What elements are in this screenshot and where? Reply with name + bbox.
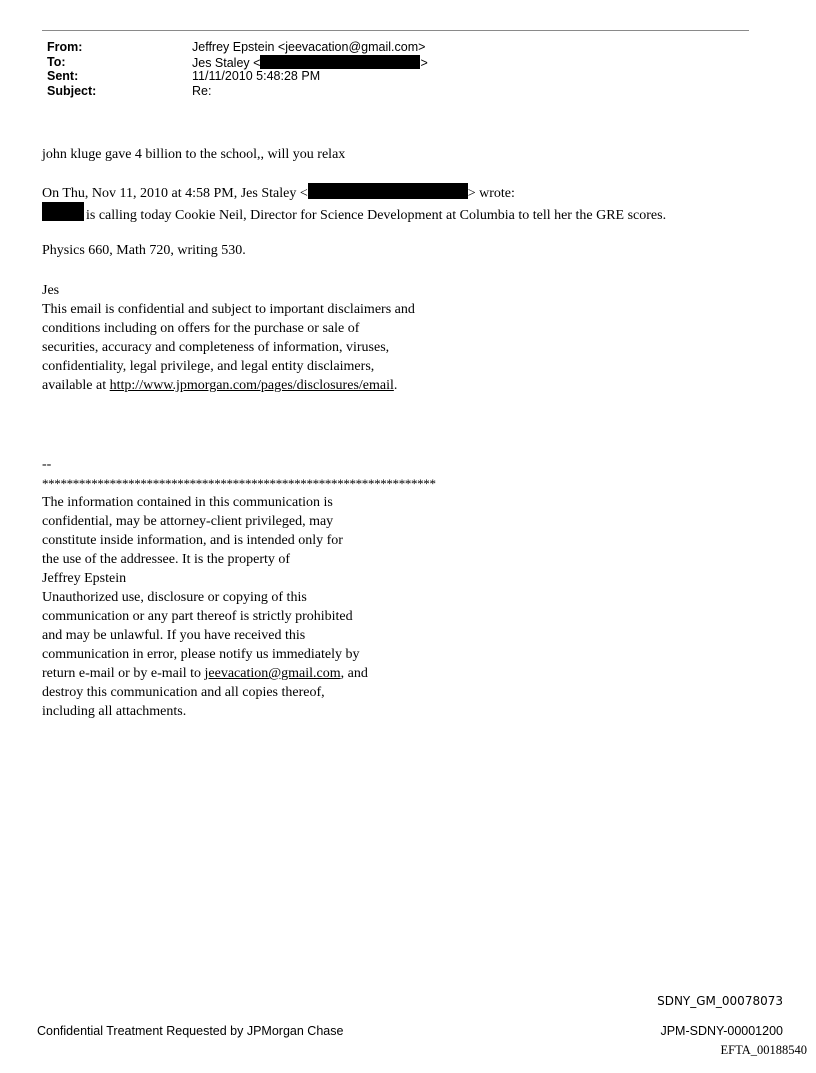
signoff: Jes	[42, 283, 60, 298]
notice-email-suffix: , and	[340, 666, 368, 681]
quote-intro	[42, 183, 515, 203]
reply-text: john kluge gave 4 billion to the school,, will you relax	[42, 147, 346, 162]
notice-line: the use of the addressee. It is the property of	[42, 552, 291, 567]
disclaimer-period: .	[393, 378, 398, 393]
sent-value: 11/11/2010 5:48:28 PM	[192, 69, 321, 83]
subject-value: Re:	[192, 83, 212, 98]
scores-line: Physics 660, Math 720, writing 530.	[42, 243, 246, 258]
to-value	[192, 55, 428, 71]
bates-sdny: SDNY_GM_00078073	[657, 994, 783, 1008]
notice-line: Jeffrey Epstein	[42, 571, 127, 586]
bates-efta: EFTA_00188540	[720, 1043, 807, 1057]
notice-line: constitute inside information, and is intended only for	[42, 533, 343, 548]
header-divider	[42, 30, 749, 31]
disclaimer-available-at: available at	[42, 378, 110, 393]
quote-intro-prefix: On Thu, Nov 11, 2010 at 4:58 PM, Jes Staley <	[42, 186, 308, 201]
from-value: Jeffrey Epstein <jeevacation@gmail.com>	[192, 40, 426, 54]
quote-intro-suffix: > wrote:	[467, 186, 515, 201]
from-label: From:	[47, 40, 83, 54]
quote-line-text: is calling today Cookie Neil, Director for Science Development at Columbia to tell her the GRE scores.	[86, 208, 667, 223]
redaction-box	[260, 55, 420, 69]
disclaimer-line: conditions including on offers for the purchase or sale of	[42, 321, 360, 336]
redaction-box	[42, 202, 84, 221]
notice-line: including all attachments.	[42, 704, 187, 719]
notice-email-prefix: return e-mail or by e-mail to	[42, 666, 205, 681]
to-suffix: >	[420, 55, 428, 70]
notice-email-link[interactable]: jeevacation@gmail.com	[204, 666, 341, 681]
notice-line: Unauthorized use, disclosure or copying of this	[42, 590, 307, 605]
notice-line: communication or any part thereof is strictly prohibited	[42, 609, 353, 624]
to-prefix: Jes Staley <	[192, 55, 261, 70]
notice-line: and may be unlawful. If you have received this	[42, 628, 306, 643]
sent-label: Sent:	[47, 69, 79, 83]
notice-line: The information contained in this communication is	[42, 495, 333, 510]
disclaimer-line	[42, 376, 415, 395]
signature-notice	[42, 455, 436, 721]
disclosures-link[interactable]: http://www.jpmorgan.com/pages/disclosures/email	[109, 378, 394, 393]
to-label: To:	[47, 54, 66, 69]
disclaimer-line: confidentiality, legal privilege, and legal entity disclaimers,	[42, 359, 375, 374]
notice-line: confidential, may be attorney-client privileged, may	[42, 514, 334, 529]
sig-dashes: --	[42, 457, 52, 472]
notice-line: destroy this communication and all copies thereof,	[42, 685, 325, 700]
star-separator: ****************************************************************	[42, 476, 436, 491]
notice-line	[42, 664, 436, 683]
jpm-disclaimer	[42, 281, 415, 395]
redaction-box	[308, 183, 468, 199]
disclaimer-line: securities, accuracy and completeness of information, viruses,	[42, 340, 390, 355]
subject-label: Subject:	[47, 83, 97, 98]
quote-line	[42, 202, 666, 225]
confidential-footer: Confidential Treatment Requested by JPMorgan Chase	[37, 1024, 344, 1038]
notice-line: communication in error, please notify us immediately by	[42, 647, 360, 662]
bates-jpm: JPM-SDNY-00001200	[660, 1024, 783, 1038]
disclaimer-line: This email is confidential and subject to important disclaimers and	[42, 302, 415, 317]
